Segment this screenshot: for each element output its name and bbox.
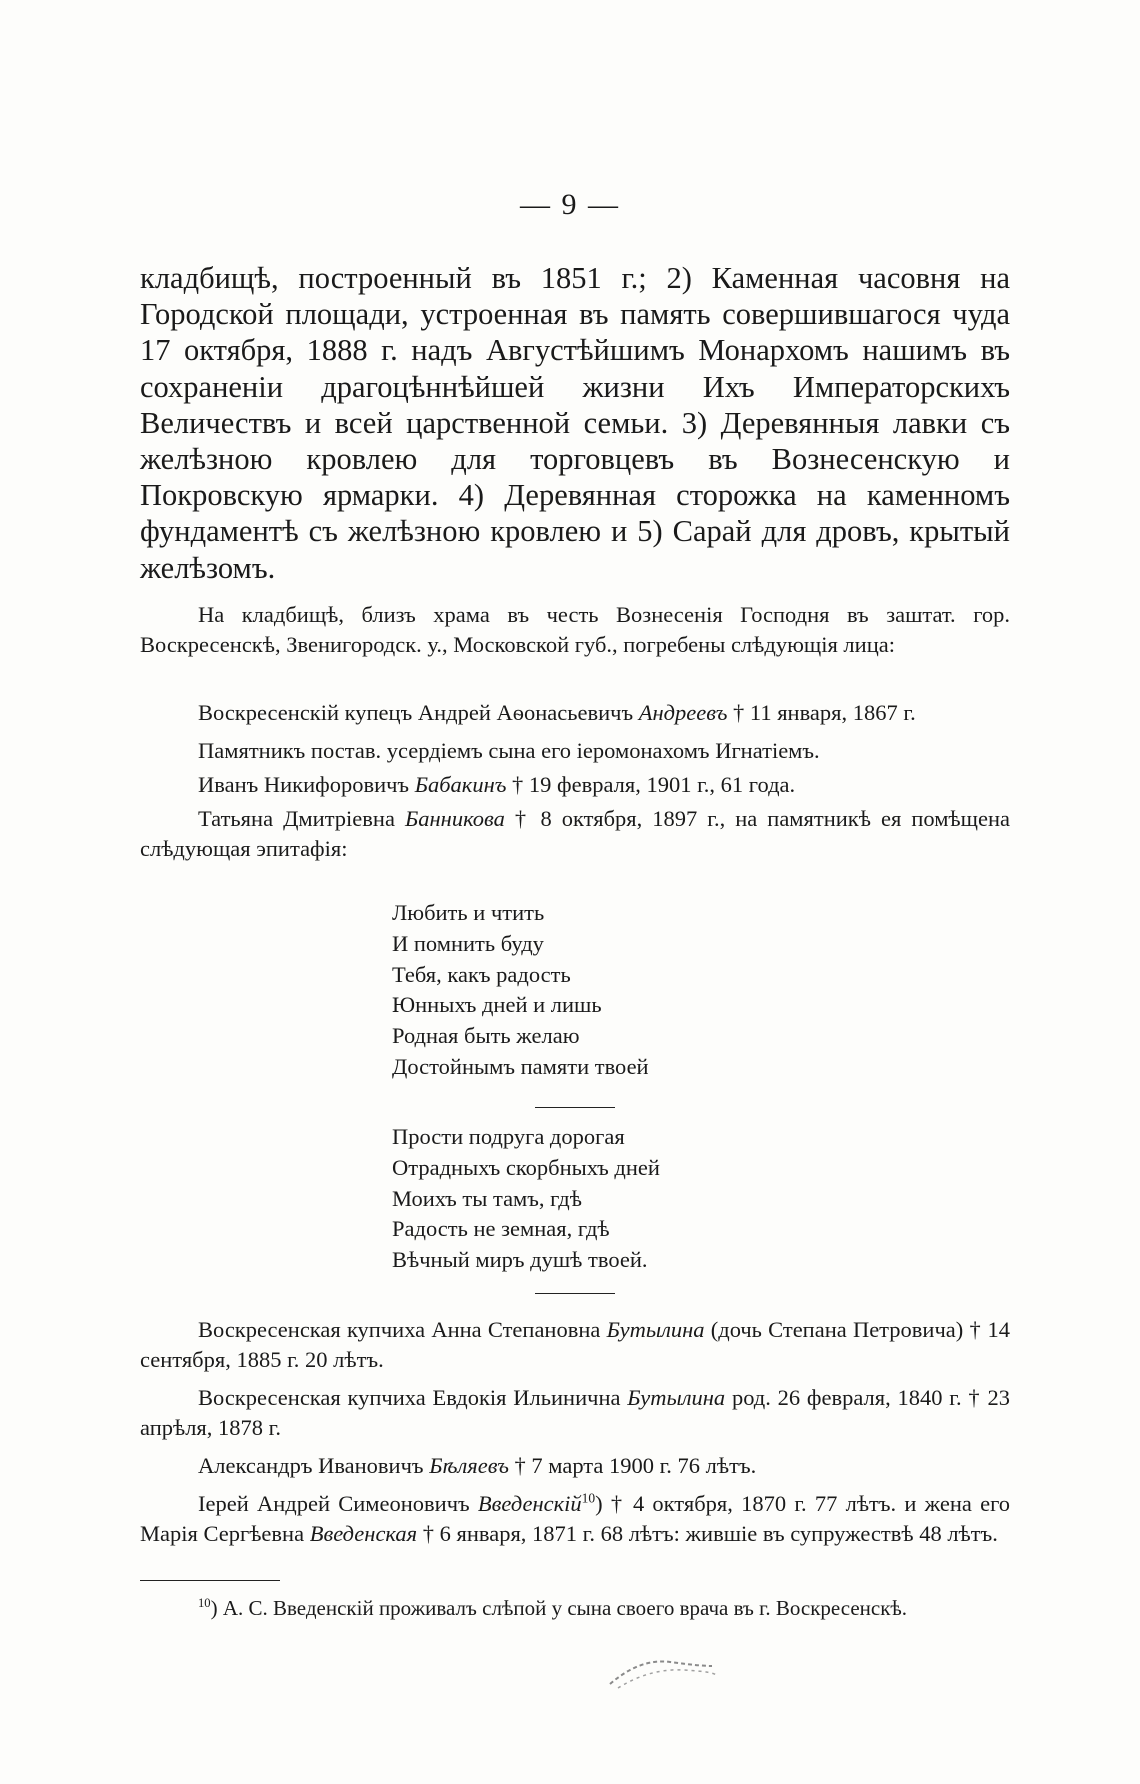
burial-entries-a: [140, 698, 1010, 872]
library-stamp-icon: [600, 1652, 720, 1692]
footnote: [198, 1594, 1018, 1622]
poem-line: Юнныхъ дней и лишь: [392, 992, 602, 1018]
surname: Введенская: [309, 1521, 418, 1546]
footnote-ref: 10: [581, 1490, 596, 1506]
main-paragraph: кладбищѣ, построенный въ 1851 г.; 2) Каменная часовня на Городской площади, устроенная въ память совершившагося чуда 17 октября, 1888 г. надъ Августѣйшимъ Монархомъ нашимъ въ сохраненіи драгоцѣннѣйшей жизни Ихъ Императорскихъ Величествъ и всей царственной семьи. 3) Деревянныя лавки съ желѣзною кровлею для торговцевъ въ Вознесенскую и Покровскую ярмарки. 4) Деревянная сторожка на каменномъ фундаментѣ съ желѣзною кровлею и 5) Сарай для дровъ, крытый желѣзомъ.: [140, 261, 1010, 585]
intro-paragraph: На кладбищѣ, близъ храма въ честь Вознесенія Господня въ заштат. гор. Воскресенскѣ, Звенигородск. у., Московской губ., погребены слѣдующія лица:: [140, 602, 1010, 657]
footnote-marker: 10: [198, 1596, 211, 1610]
poem-line: Вѣчный миръ душѣ твоей.: [392, 1247, 648, 1273]
footnote-rule: [140, 1580, 280, 1581]
footnote-text: ) А. С. Введенскій проживалъ слѣпой у сына своего врача въ г. Воскресенскѣ.: [210, 1596, 908, 1620]
surname: Бѣляевъ: [429, 1453, 509, 1478]
burial-entry: Иванъ Никифоровичъ Бабакинъ † 19 февраля, 1901 г., 61 года.: [198, 772, 796, 797]
surname: Бабакинъ: [414, 772, 507, 797]
poem-line: Родная быть желаю: [392, 1023, 580, 1049]
burial-entry: Воскресенская купчиха Анна Степановна Бутылина (дочь Степана Петровича) † 14 сентября, 1885 г. 20 лѣтъ.: [140, 1317, 1010, 1372]
intro-block: [140, 600, 1010, 668]
burial-entry: Александръ Ивановичъ Бѣляевъ † 7 марта 1900 г. 76 лѣтъ.: [198, 1453, 757, 1478]
poem-line: Моихъ ты тамъ, гдѣ: [392, 1185, 582, 1211]
surname: Бутылина: [627, 1385, 726, 1410]
burial-entry: Воскресенская купчиха Евдокія Ильинична Бутылина род. 26 февраля, 1840 г. † 23 апрѣля, 1878 г.: [140, 1385, 1010, 1440]
poem-line: Радость не земная, гдѣ: [392, 1216, 610, 1242]
poem-line: Любить и чтить: [392, 900, 545, 925]
burial-entry: Воскресенскій купецъ Андрей Аѳонасьевичъ Андреевъ † 11 января, 1867 г.: [198, 700, 916, 725]
surname: Введенскій: [477, 1491, 582, 1516]
surname: Банникова: [404, 806, 505, 831]
stanza-divider: [535, 1107, 615, 1108]
poem-line: И помнить буду: [392, 930, 544, 956]
burial-entry: Памятникъ постав. усердіемъ сына его іеромонахомъ Игнатіемъ.: [198, 738, 820, 763]
epitaph-stanza-1: [392, 898, 649, 1083]
poem-line: Отрадныхъ скорбныхъ дней: [392, 1154, 660, 1180]
page-number: — 9 —: [520, 188, 620, 221]
poem-line: Достойнымъ памяти твоей: [392, 1053, 649, 1079]
surname: Андреевъ: [638, 700, 728, 725]
burial-entry: Іерей Андрей Симеоновичъ Введенскій$^{10}$) † 4 октября, 1870 г. 77 лѣтъ. и жена его Марія Сергѣевна Введенская † 6 января, 1871 г. 68 лѣтъ: жившіе въ супружествѣ 48 лѣтъ.: [140, 1490, 1011, 1546]
epitaph-stanza-2: [392, 1122, 660, 1276]
epitaph-end-divider: [535, 1293, 615, 1294]
burial-entry: Татьяна Дмитріевна Банникова † 8 октября, 1897 г., на памятникѣ ея помѣщена слѣдующая эпитафія:: [140, 806, 1010, 861]
poem-line: Тебя, какъ радость: [392, 961, 571, 987]
poem-line: Прости подруга дорогая: [392, 1124, 625, 1149]
burial-entries-b: [140, 1315, 1010, 1557]
surname: Бутылина: [606, 1317, 705, 1342]
